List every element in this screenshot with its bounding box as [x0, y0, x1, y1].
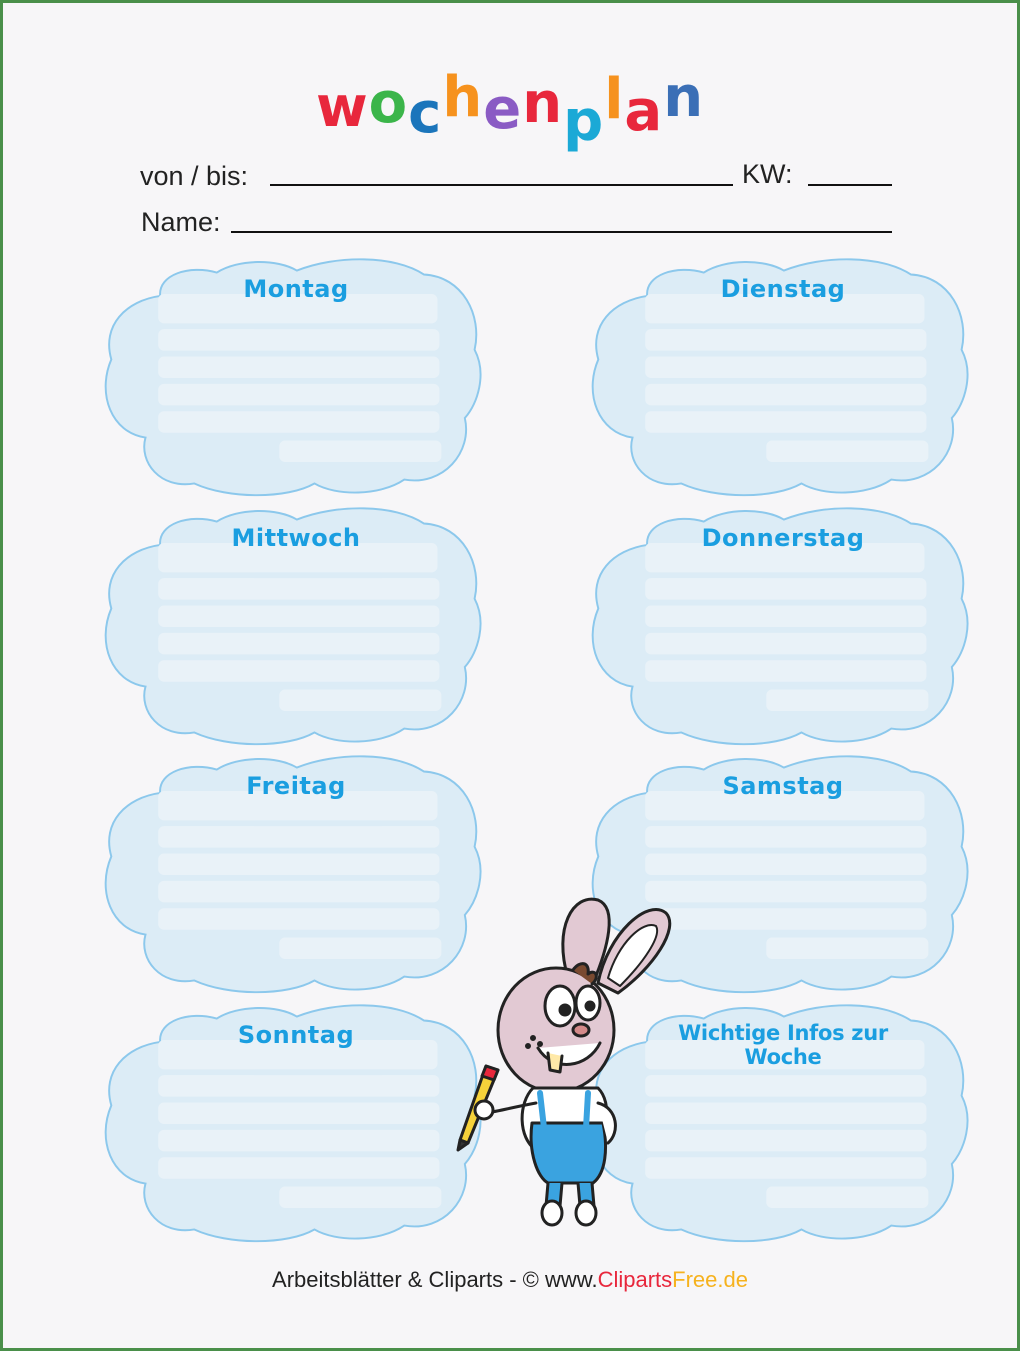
day-title: Samstag [722, 772, 844, 800]
day-title: Montag [243, 275, 349, 303]
name-line[interactable] [231, 231, 892, 233]
day-title: Sonntag [237, 1021, 355, 1049]
title-letter: c [408, 81, 443, 146]
bunny-illustration [448, 888, 678, 1233]
week-label: KW: [742, 159, 793, 189]
day-title: Freitag [246, 772, 346, 800]
title-letter: p [563, 89, 605, 154]
title-letter: n [663, 65, 705, 130]
day-card-monday [91, 253, 491, 503]
writing-area[interactable] [636, 824, 924, 964]
title-letter: o [368, 71, 409, 136]
writing-area[interactable] [636, 327, 924, 467]
writing-area[interactable] [149, 576, 437, 716]
day-title: Mittwoch [231, 524, 361, 552]
page-title [3, 65, 1017, 154]
day-card-thursday [578, 502, 978, 752]
date-range-label: von / bis: [140, 161, 249, 191]
week-line[interactable] [808, 184, 892, 186]
writing-area[interactable] [149, 327, 437, 467]
info-card-title: Wichtige Infos zur Woche [678, 1021, 888, 1069]
writing-area[interactable] [636, 576, 924, 716]
day-card-friday [91, 750, 491, 1000]
day-card-tuesday [578, 253, 978, 503]
day-card-sunday [91, 999, 491, 1249]
day-card-wednesday [91, 502, 491, 752]
footer-brand-part2[interactable]: Free.de [672, 1267, 748, 1292]
writing-area[interactable] [636, 1073, 924, 1213]
day-title: Donnerstag [701, 524, 865, 552]
name-label: Name: [141, 207, 221, 237]
title-letter: e [483, 77, 523, 142]
title-letter: a [624, 79, 664, 144]
title-letter: l [604, 67, 625, 132]
title-letter: n [522, 71, 564, 136]
date-range-line[interactable] [270, 184, 733, 186]
writing-area[interactable] [149, 824, 437, 964]
footer-credit [3, 1267, 1017, 1293]
writing-area[interactable] [149, 1073, 437, 1213]
footer-prefix: Arbeitsblätter & Cliparts - © www. [272, 1267, 598, 1292]
title-letter: h [442, 65, 484, 130]
title-letter: w [315, 75, 369, 140]
footer-brand-part1[interactable]: Cliparts [597, 1267, 673, 1292]
day-title: Dienstag [720, 275, 846, 303]
